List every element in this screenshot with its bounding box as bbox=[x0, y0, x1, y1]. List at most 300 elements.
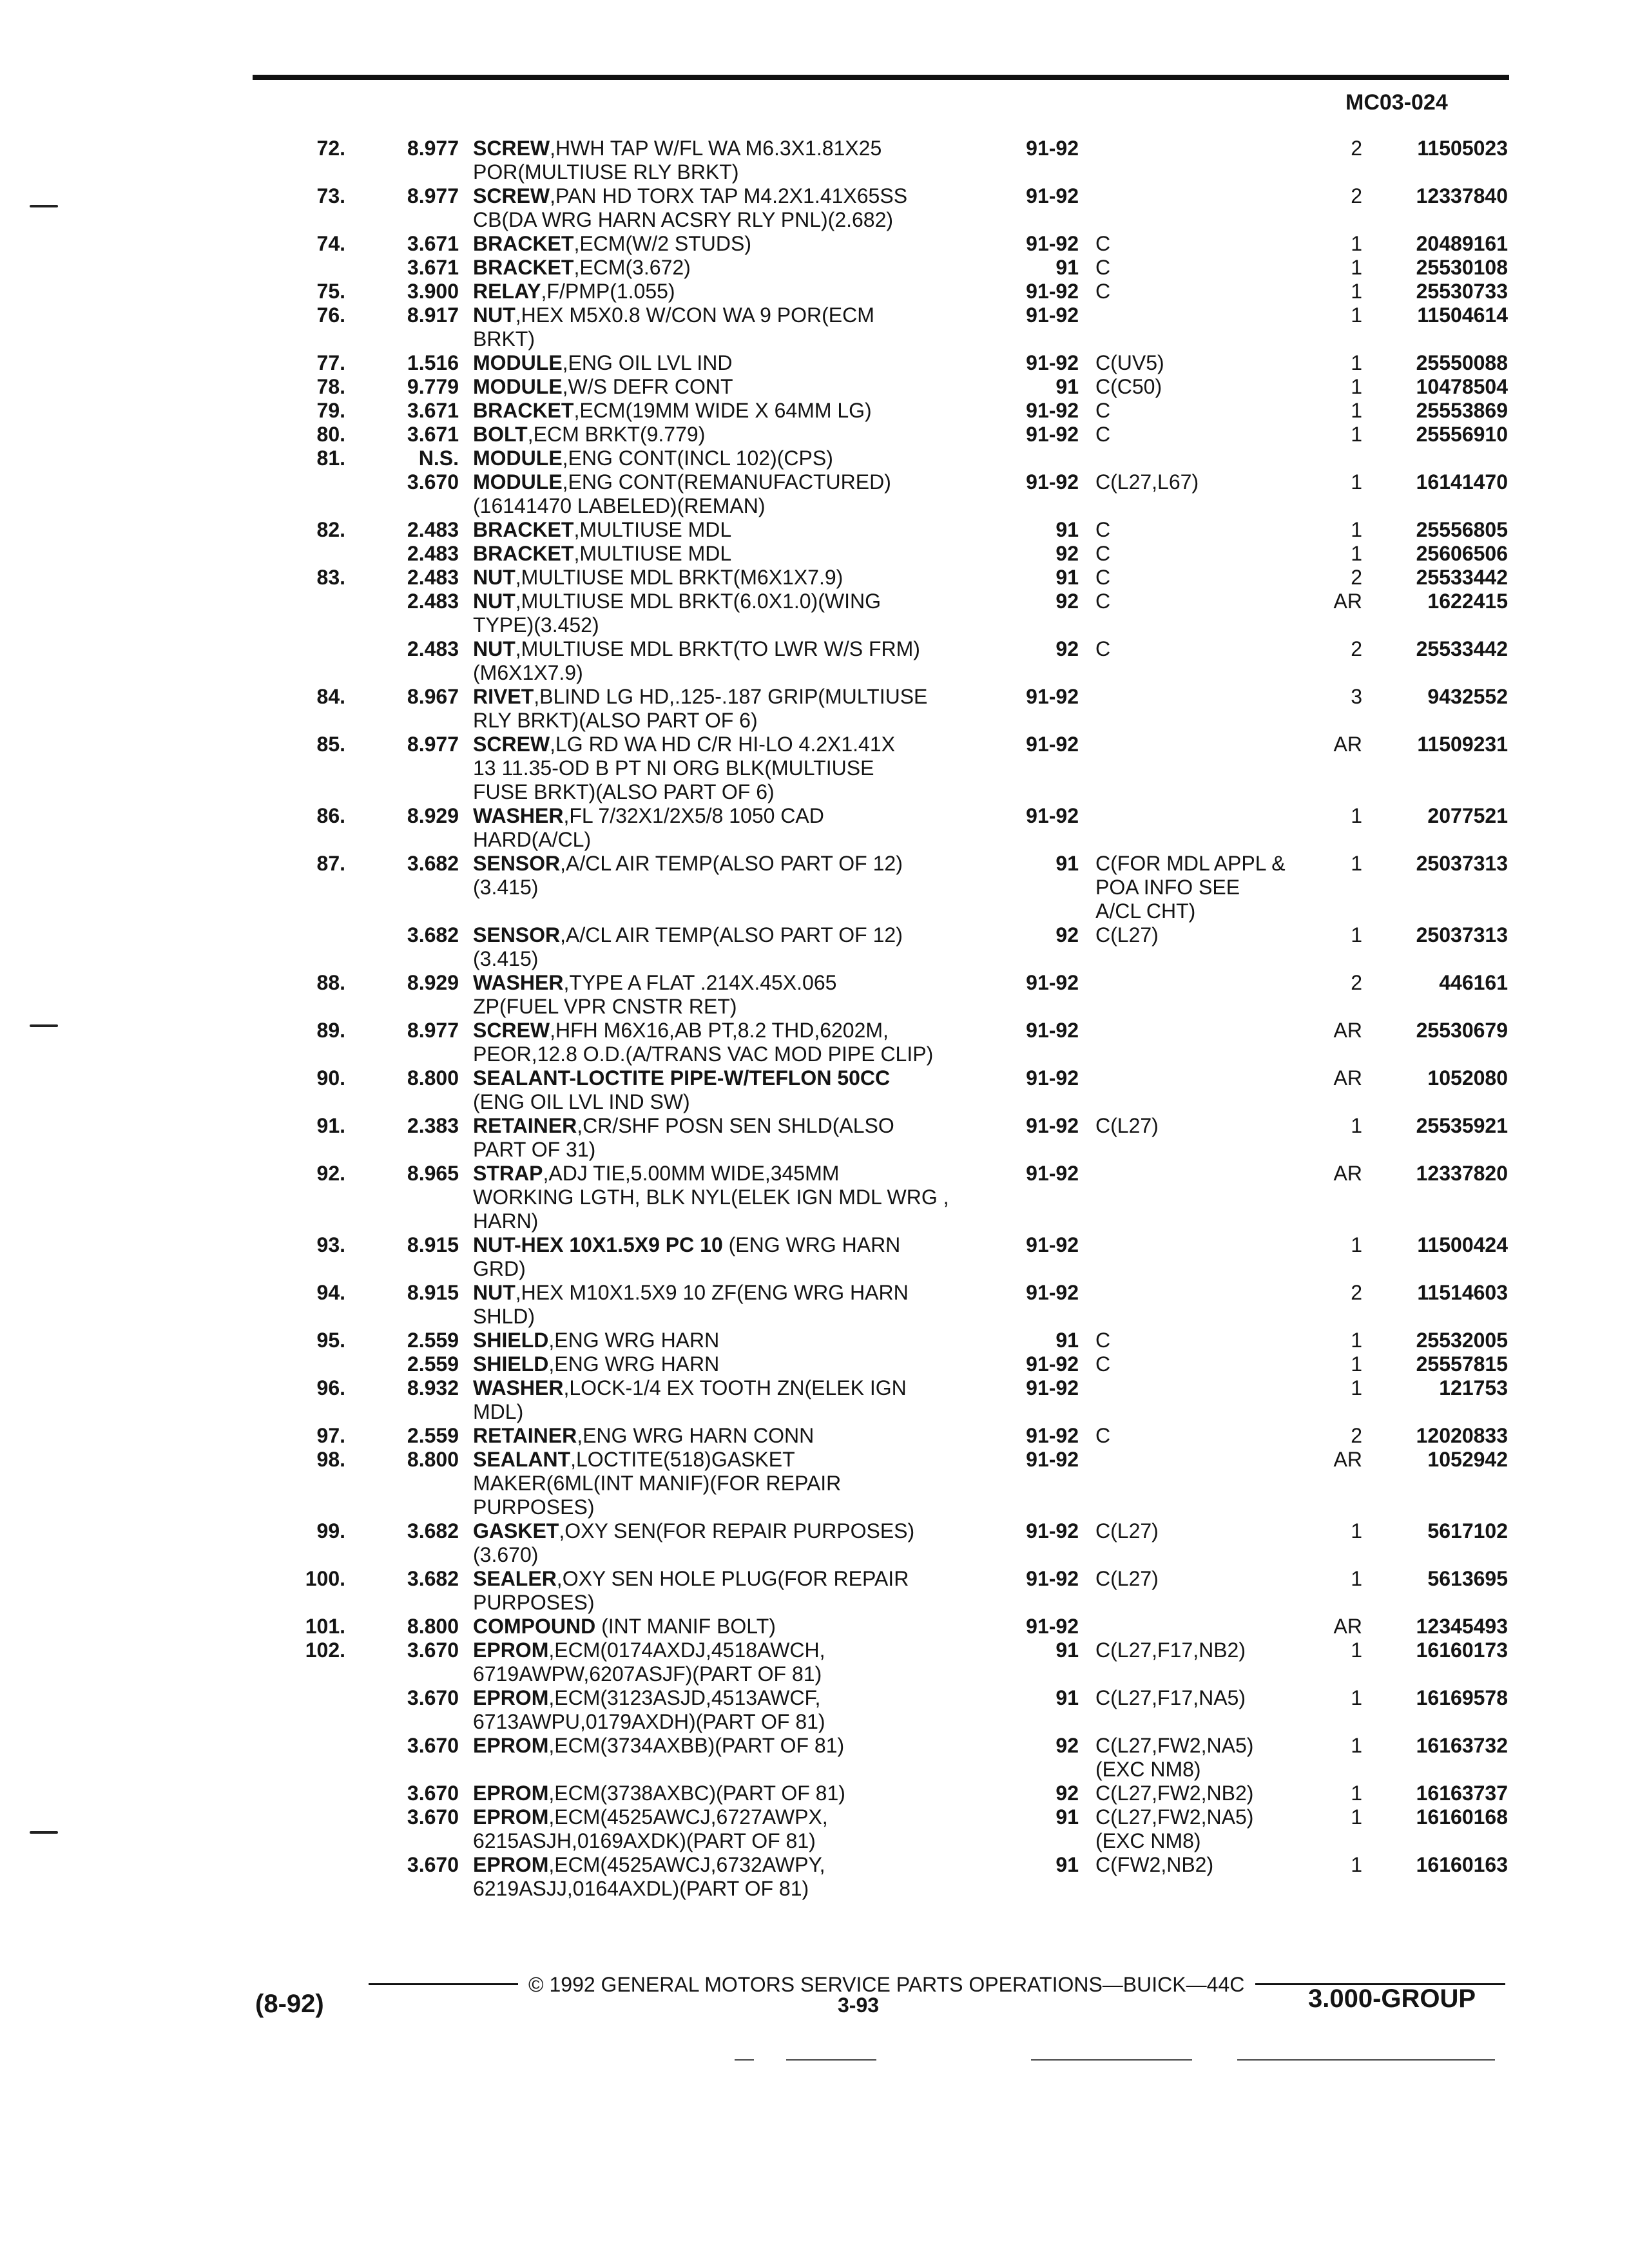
usage-code: C bbox=[1095, 232, 1111, 255]
group-number: N.S. bbox=[418, 447, 459, 470]
item-description bbox=[473, 590, 881, 613]
usage-code: C(L27) bbox=[1095, 923, 1159, 947]
item-name: SEALANT bbox=[473, 1448, 571, 1471]
scan-smudge bbox=[786, 2059, 876, 2061]
quantity: 2 bbox=[1351, 1281, 1362, 1304]
item-description bbox=[473, 423, 705, 447]
quantity: 1 bbox=[1351, 1639, 1362, 1662]
model-years: 91 bbox=[1055, 1805, 1079, 1829]
item-number: 91. bbox=[316, 1114, 345, 1137]
item-detail: (16141470 LABELED)(REMAN) bbox=[473, 494, 766, 517]
usage-code: C bbox=[1095, 399, 1111, 422]
usage-code: C bbox=[1095, 590, 1111, 613]
item-number: 74. bbox=[316, 232, 345, 255]
part-number: 16169578 bbox=[1416, 1686, 1508, 1709]
item-number: 92. bbox=[316, 1162, 345, 1185]
table-row bbox=[0, 1114, 1629, 1162]
item-description bbox=[473, 1591, 594, 1615]
model-years: 91 bbox=[1055, 1329, 1079, 1352]
item-detail: ,MULTIUSE MDL BRKT(6.0X1.0)(WING bbox=[515, 590, 881, 613]
quantity: 1 bbox=[1351, 280, 1362, 303]
item-description bbox=[473, 256, 691, 280]
item-name: SEALER bbox=[473, 1567, 557, 1590]
item-number: 87. bbox=[316, 852, 345, 875]
item-name: EPROM bbox=[473, 1734, 549, 1757]
item-number: 75. bbox=[316, 280, 345, 303]
table-row bbox=[0, 184, 1629, 232]
part-number: 16163737 bbox=[1416, 1782, 1508, 1805]
item-detail: ,ECM(3738AXBC)(PART OF 81) bbox=[548, 1782, 845, 1805]
quantity: 1 bbox=[1351, 1376, 1362, 1399]
item-detail: ,TYPE A FLAT .214X.45X.065 bbox=[563, 971, 837, 994]
item-description bbox=[473, 1043, 933, 1066]
usage-code: C(L27,FW2,NA5) bbox=[1095, 1805, 1254, 1829]
model-years: 91-92 bbox=[1026, 1448, 1079, 1471]
part-number: 25037313 bbox=[1416, 852, 1508, 875]
item-description bbox=[473, 137, 882, 160]
item-number: 88. bbox=[316, 971, 345, 994]
item-description bbox=[473, 828, 591, 852]
item-number: 93. bbox=[316, 1233, 345, 1256]
group-number: 3.670 bbox=[407, 1734, 459, 1757]
model-years: 92 bbox=[1055, 1782, 1079, 1805]
item-number: 100. bbox=[305, 1567, 345, 1590]
table-row bbox=[0, 1329, 1629, 1352]
quantity: AR bbox=[1333, 1615, 1362, 1638]
item-detail: ,MULTIUSE MDL BRKT(M6X1X7.9) bbox=[515, 566, 843, 589]
part-number: 2077521 bbox=[1427, 804, 1508, 827]
item-detail: ,ECM BRKT(9.779) bbox=[527, 423, 706, 446]
group-number: 2.559 bbox=[407, 1352, 459, 1376]
quantity: 1 bbox=[1351, 399, 1362, 422]
group-number: 8.915 bbox=[407, 1233, 459, 1256]
scan-smudge bbox=[1237, 2059, 1495, 2061]
part-number: 12020833 bbox=[1416, 1424, 1508, 1447]
item-detail: ,ENG CONT(INCL 102)(CPS) bbox=[562, 447, 833, 470]
item-name: EPROM bbox=[473, 1853, 549, 1876]
table-row bbox=[0, 852, 1629, 923]
model-years: 91 bbox=[1055, 256, 1079, 279]
item-description bbox=[473, 1400, 523, 1424]
item-detail: PURPOSES) bbox=[473, 1495, 595, 1519]
quantity: AR bbox=[1333, 733, 1362, 756]
table-row bbox=[0, 1519, 1629, 1567]
item-description bbox=[473, 1615, 776, 1639]
item-number: 96. bbox=[316, 1376, 345, 1399]
usage-code: C bbox=[1095, 256, 1111, 279]
group-number: 8.929 bbox=[407, 804, 459, 827]
item-name: NUT bbox=[473, 566, 516, 589]
part-number: 446161 bbox=[1439, 971, 1508, 994]
item-name: MODULE bbox=[473, 470, 563, 494]
item-detail: POR(MULTIUSE RLY BRKT) bbox=[473, 160, 739, 184]
item-detail: ,A/CL AIR TEMP(ALSO PART OF 12) bbox=[560, 852, 903, 875]
quantity: 1 bbox=[1351, 256, 1362, 279]
item-detail: ,LOCK-1/4 EX TOOTH ZN(ELEK IGN bbox=[563, 1376, 907, 1399]
model-years: 91-92 bbox=[1026, 351, 1079, 374]
item-detail: HARD(A/CL) bbox=[473, 828, 592, 851]
quantity: 1 bbox=[1351, 542, 1362, 565]
group-number: 3.670 bbox=[407, 1805, 459, 1829]
quantity: 1 bbox=[1351, 232, 1362, 255]
table-row bbox=[0, 1782, 1629, 1805]
table-row bbox=[0, 1376, 1629, 1424]
item-detail: ZP(FUEL VPR CNSTR RET) bbox=[473, 995, 737, 1018]
item-detail: (INT MANIF BOLT) bbox=[595, 1615, 776, 1638]
group-number: 2.483 bbox=[407, 637, 459, 660]
item-detail: ,ENG OIL LVL IND bbox=[562, 351, 733, 374]
item-number: 80. bbox=[316, 423, 345, 446]
item-name: EPROM bbox=[473, 1782, 549, 1805]
group-number: 2.483 bbox=[407, 542, 459, 565]
group-number: 8.977 bbox=[407, 733, 459, 756]
group-number: 3.670 bbox=[407, 1639, 459, 1662]
usage-code: C(FW2,NB2) bbox=[1095, 1853, 1214, 1876]
item-description bbox=[473, 1710, 825, 1734]
group-number: 3.670 bbox=[407, 1686, 459, 1709]
item-name: EPROM bbox=[473, 1805, 549, 1829]
group-number: 3.671 bbox=[407, 423, 459, 446]
group-number: 8.800 bbox=[407, 1448, 459, 1471]
item-description bbox=[473, 1877, 809, 1901]
quantity: 1 bbox=[1351, 1329, 1362, 1352]
item-description bbox=[473, 661, 583, 685]
model-years: 91-92 bbox=[1026, 1281, 1079, 1304]
item-name: NUT bbox=[473, 1281, 516, 1304]
model-years: 91-92 bbox=[1026, 423, 1079, 446]
quantity: 1 bbox=[1351, 804, 1362, 827]
group-number: 2.483 bbox=[407, 518, 459, 541]
table-row bbox=[0, 232, 1629, 256]
item-description bbox=[473, 709, 758, 733]
usage-code: C(L27,L67) bbox=[1095, 470, 1199, 494]
item-detail: ,CR/SHF POSN SEN SHLD(ALSO bbox=[577, 1114, 894, 1137]
part-number: 25553869 bbox=[1416, 399, 1508, 422]
part-number: 25037313 bbox=[1416, 923, 1508, 947]
item-detail: ,ECM(4525AWCJ,6727AWPX, bbox=[548, 1805, 828, 1829]
item-detail: (3.415) bbox=[473, 876, 539, 899]
model-years: 91 bbox=[1055, 1853, 1079, 1876]
group-number: 8.800 bbox=[407, 1066, 459, 1090]
item-description bbox=[473, 613, 599, 637]
item-description bbox=[473, 232, 751, 256]
item-description bbox=[473, 1734, 844, 1758]
group-number: 3.682 bbox=[407, 923, 459, 947]
item-number: 102. bbox=[305, 1639, 345, 1662]
table-row bbox=[0, 470, 1629, 518]
group-number: 3.670 bbox=[407, 1853, 459, 1876]
item-number: 73. bbox=[316, 184, 345, 207]
table-row bbox=[0, 256, 1629, 280]
group-number: 2.483 bbox=[407, 590, 459, 613]
item-name: NUT bbox=[473, 303, 516, 327]
item-name: MODULE bbox=[473, 351, 563, 374]
item-description bbox=[473, 1853, 825, 1877]
quantity: 2 bbox=[1351, 184, 1362, 207]
item-detail: ,A/CL AIR TEMP(ALSO PART OF 12) bbox=[560, 923, 903, 947]
item-detail: ,MULTIUSE MDL BRKT(TO LWR W/S FRM) bbox=[515, 637, 920, 660]
usage-code: C(L27) bbox=[1095, 1114, 1159, 1137]
group-number: 8.915 bbox=[407, 1281, 459, 1304]
item-description bbox=[473, 1257, 526, 1281]
item-detail: ,ADJ TIE,5.00MM WIDE,345MM bbox=[543, 1162, 840, 1185]
quantity: 2 bbox=[1351, 137, 1362, 160]
item-name: BOLT bbox=[473, 423, 528, 446]
group-label: 3.000-GROUP bbox=[1308, 1984, 1476, 2013]
item-description bbox=[473, 756, 874, 780]
model-years: 91-92 bbox=[1026, 399, 1079, 422]
model-years: 91-92 bbox=[1026, 1019, 1079, 1042]
part-number: 5617102 bbox=[1427, 1519, 1508, 1542]
item-description bbox=[473, 280, 675, 303]
quantity: 1 bbox=[1351, 1853, 1362, 1876]
item-description bbox=[473, 1376, 907, 1400]
item-description bbox=[473, 399, 872, 423]
item-detail: ,OXY SEN(FOR REPAIR PURPOSES) bbox=[559, 1519, 915, 1542]
model-years: 91-92 bbox=[1026, 303, 1079, 327]
copyright-line: © 1992 GENERAL MOTORS SERVICE PARTS OPERATIONS—BUICK—44C bbox=[528, 1973, 1245, 1996]
table-row bbox=[0, 137, 1629, 184]
item-description bbox=[473, 1186, 949, 1209]
group-number: 3.682 bbox=[407, 1567, 459, 1590]
item-description bbox=[473, 375, 733, 399]
part-number: 16163732 bbox=[1416, 1734, 1508, 1757]
item-description bbox=[473, 876, 538, 899]
table-row bbox=[0, 375, 1629, 399]
item-detail: ,ENG WRG HARN CONN bbox=[577, 1424, 815, 1447]
item-detail: ,MULTIUSE MDL bbox=[574, 542, 732, 565]
model-years: 92 bbox=[1055, 590, 1079, 613]
item-detail: ,PAN HD TORX TAP M4.2X1.41X65SS bbox=[550, 184, 908, 207]
item-name: WASHER bbox=[473, 1376, 564, 1399]
group-number: 8.977 bbox=[407, 137, 459, 160]
item-description bbox=[473, 160, 739, 184]
part-number: 25556910 bbox=[1416, 423, 1508, 446]
item-detail: 13 11.35-OD B PT NI ORG BLK(MULTIUSE bbox=[473, 756, 874, 780]
model-years: 91-92 bbox=[1026, 1519, 1079, 1542]
item-number: 84. bbox=[316, 685, 345, 708]
item-number: 90. bbox=[316, 1066, 345, 1090]
item-detail: FUSE BRKT)(ALSO PART OF 6) bbox=[473, 780, 775, 803]
usage-code: C(L27) bbox=[1095, 1567, 1159, 1590]
group-number: 8.965 bbox=[407, 1162, 459, 1185]
part-number: 25556805 bbox=[1416, 518, 1508, 541]
part-number: 12337840 bbox=[1416, 184, 1508, 207]
item-description bbox=[473, 1233, 900, 1257]
part-number: 10478504 bbox=[1416, 375, 1508, 398]
usage-code: C bbox=[1095, 280, 1111, 303]
item-detail: (3.670) bbox=[473, 1543, 539, 1566]
item-detail: ,ECM(0174AXDJ,4518AWCH, bbox=[548, 1639, 825, 1662]
table-row bbox=[0, 637, 1629, 685]
item-description bbox=[473, 208, 893, 232]
model-years: 91-92 bbox=[1026, 685, 1079, 708]
usage-code: (EXC NM8) bbox=[1095, 1758, 1201, 1781]
model-years: 91-92 bbox=[1026, 1162, 1079, 1185]
table-row bbox=[0, 1066, 1629, 1114]
quantity: 2 bbox=[1351, 637, 1362, 660]
item-detail: ,HEX M5X0.8 W/CON WA 9 POR(ECM bbox=[515, 303, 874, 327]
part-number: 25530733 bbox=[1416, 280, 1508, 303]
item-name: BRACKET bbox=[473, 232, 574, 255]
model-years: 92 bbox=[1055, 923, 1079, 947]
item-detail: ,W/S DEFR CONT bbox=[562, 375, 733, 398]
quantity: 1 bbox=[1351, 518, 1362, 541]
item-name: RETAINER bbox=[473, 1424, 577, 1447]
item-description bbox=[473, 470, 891, 494]
revision-date: (8-92) bbox=[255, 1990, 324, 2018]
model-years: 91-92 bbox=[1026, 1066, 1079, 1090]
group-number: 8.977 bbox=[407, 184, 459, 207]
group-number: 2.559 bbox=[407, 1424, 459, 1447]
group-number: 8.929 bbox=[407, 971, 459, 994]
item-name: RIVET bbox=[473, 685, 534, 708]
usage-code: POA INFO SEE bbox=[1095, 876, 1240, 899]
table-row bbox=[0, 804, 1629, 852]
usage-code: C bbox=[1095, 637, 1111, 660]
item-name: NUT-HEX 10X1.5X9 PC 10 bbox=[473, 1233, 723, 1256]
model-years: 91-92 bbox=[1026, 1233, 1079, 1256]
model-years: 91-92 bbox=[1026, 1352, 1079, 1376]
usage-code: C(L27,F17,NB2) bbox=[1095, 1639, 1246, 1662]
item-description bbox=[473, 780, 775, 804]
item-name: BRACKET bbox=[473, 399, 574, 422]
part-number: 121753 bbox=[1439, 1376, 1508, 1399]
item-description bbox=[473, 1805, 828, 1829]
quantity: AR bbox=[1333, 1066, 1362, 1090]
table-row bbox=[0, 1281, 1629, 1329]
table-row bbox=[0, 1805, 1629, 1853]
part-number: 20489161 bbox=[1416, 232, 1508, 255]
item-description bbox=[473, 637, 920, 661]
group-number: 8.800 bbox=[407, 1615, 459, 1638]
item-description bbox=[473, 685, 927, 709]
item-name: GASKET bbox=[473, 1519, 559, 1542]
item-description bbox=[473, 566, 843, 590]
item-name: RELAY bbox=[473, 280, 541, 303]
item-description bbox=[473, 971, 836, 995]
item-detail: 6713AWPU,0179AXDH)(PART OF 81) bbox=[473, 1710, 825, 1733]
usage-code: A/CL CHT) bbox=[1095, 899, 1196, 923]
item-number: 85. bbox=[316, 733, 345, 756]
item-name: STRAP bbox=[473, 1162, 543, 1185]
table-row bbox=[0, 351, 1629, 375]
group-number: 1.516 bbox=[407, 351, 459, 374]
part-number: 16160168 bbox=[1416, 1805, 1508, 1829]
group-number: 8.917 bbox=[407, 303, 459, 327]
model-years: 91 bbox=[1055, 375, 1079, 398]
quantity: 1 bbox=[1351, 1114, 1362, 1137]
item-detail: PART OF 31) bbox=[473, 1138, 596, 1161]
item-number: 95. bbox=[316, 1329, 345, 1352]
item-description bbox=[473, 303, 874, 327]
item-description bbox=[473, 1519, 914, 1543]
item-name: BRACKET bbox=[473, 542, 574, 565]
part-number: 11514603 bbox=[1417, 1281, 1508, 1304]
item-detail: SHLD) bbox=[473, 1305, 535, 1328]
quantity: AR bbox=[1333, 590, 1362, 613]
item-name: SHIELD bbox=[473, 1352, 549, 1376]
item-detail: ,ENG CONT(REMANUFACTURED) bbox=[562, 470, 891, 494]
item-detail: PURPOSES) bbox=[473, 1591, 595, 1614]
model-years: 91-92 bbox=[1026, 971, 1079, 994]
quantity: 3 bbox=[1351, 685, 1362, 708]
group-number: 3.670 bbox=[407, 1782, 459, 1805]
item-detail: WORKING LGTH, BLK NYL(ELEK IGN MDL WRG , bbox=[473, 1186, 949, 1209]
usage-code: C bbox=[1095, 542, 1111, 565]
item-number: 79. bbox=[316, 399, 345, 422]
quantity: 1 bbox=[1351, 351, 1362, 374]
item-description bbox=[473, 1662, 822, 1686]
part-number: 25530679 bbox=[1416, 1019, 1508, 1042]
group-number: 2.383 bbox=[407, 1114, 459, 1137]
usage-code: C(UV5) bbox=[1095, 351, 1164, 374]
item-name: EPROM bbox=[473, 1686, 549, 1709]
item-number: 72. bbox=[316, 137, 345, 160]
item-name: WASHER bbox=[473, 804, 564, 827]
model-years: 91-92 bbox=[1026, 470, 1079, 494]
model-years: 91 bbox=[1055, 518, 1079, 541]
usage-code: C(L27,FW2,NB2) bbox=[1095, 1782, 1254, 1805]
item-number: 101. bbox=[305, 1615, 345, 1638]
quantity: 1 bbox=[1351, 375, 1362, 398]
quantity: 1 bbox=[1351, 1519, 1362, 1542]
item-description bbox=[473, 1209, 538, 1233]
item-description bbox=[473, 947, 538, 971]
model-years: 91-92 bbox=[1026, 733, 1079, 756]
quantity: 2 bbox=[1351, 1424, 1362, 1447]
item-description bbox=[473, 327, 535, 351]
table-row bbox=[0, 1352, 1629, 1376]
item-description bbox=[473, 733, 895, 756]
item-description bbox=[473, 1472, 841, 1495]
top-rule bbox=[253, 75, 1509, 80]
quantity: 1 bbox=[1351, 1686, 1362, 1709]
item-description bbox=[473, 804, 824, 828]
item-detail: ,LG RD WA HD C/R HI-LO 4.2X1.41X bbox=[550, 733, 895, 756]
quantity: AR bbox=[1333, 1448, 1362, 1471]
item-name: SEALANT-LOCTITE PIPE-W/TEFLON 50CC bbox=[473, 1066, 891, 1090]
scan-smudge bbox=[735, 2059, 754, 2061]
item-description bbox=[473, 1305, 535, 1329]
item-detail: ,HWH TAP W/FL WA M6.3X1.81X25 bbox=[550, 137, 882, 160]
item-description bbox=[473, 1019, 889, 1043]
part-number: 25533442 bbox=[1416, 566, 1508, 589]
item-name: WASHER bbox=[473, 971, 564, 994]
item-detail: 6215ASJH,0169AXDK)(PART OF 81) bbox=[473, 1829, 816, 1852]
quantity: 1 bbox=[1351, 923, 1362, 947]
part-number: 12345493 bbox=[1416, 1615, 1508, 1638]
part-number: 11505023 bbox=[1417, 137, 1508, 160]
table-row bbox=[0, 1686, 1629, 1734]
group-number: 8.967 bbox=[407, 685, 459, 708]
item-name: NUT bbox=[473, 590, 516, 613]
item-description bbox=[473, 518, 731, 542]
part-number: 25533442 bbox=[1416, 637, 1508, 660]
footer-rule-left bbox=[369, 1983, 518, 1985]
item-description bbox=[473, 995, 737, 1019]
part-number: 9432552 bbox=[1427, 685, 1508, 708]
page-number: 3-93 bbox=[838, 1994, 880, 2017]
part-number: 11500424 bbox=[1417, 1233, 1508, 1256]
model-years: 91-92 bbox=[1026, 280, 1079, 303]
model-years: 92 bbox=[1055, 1734, 1079, 1757]
group-number: 2.559 bbox=[407, 1329, 459, 1352]
table-row bbox=[0, 923, 1629, 971]
item-detail: ,MULTIUSE MDL bbox=[574, 518, 732, 541]
item-description bbox=[473, 1448, 795, 1472]
usage-code: C bbox=[1095, 566, 1111, 589]
